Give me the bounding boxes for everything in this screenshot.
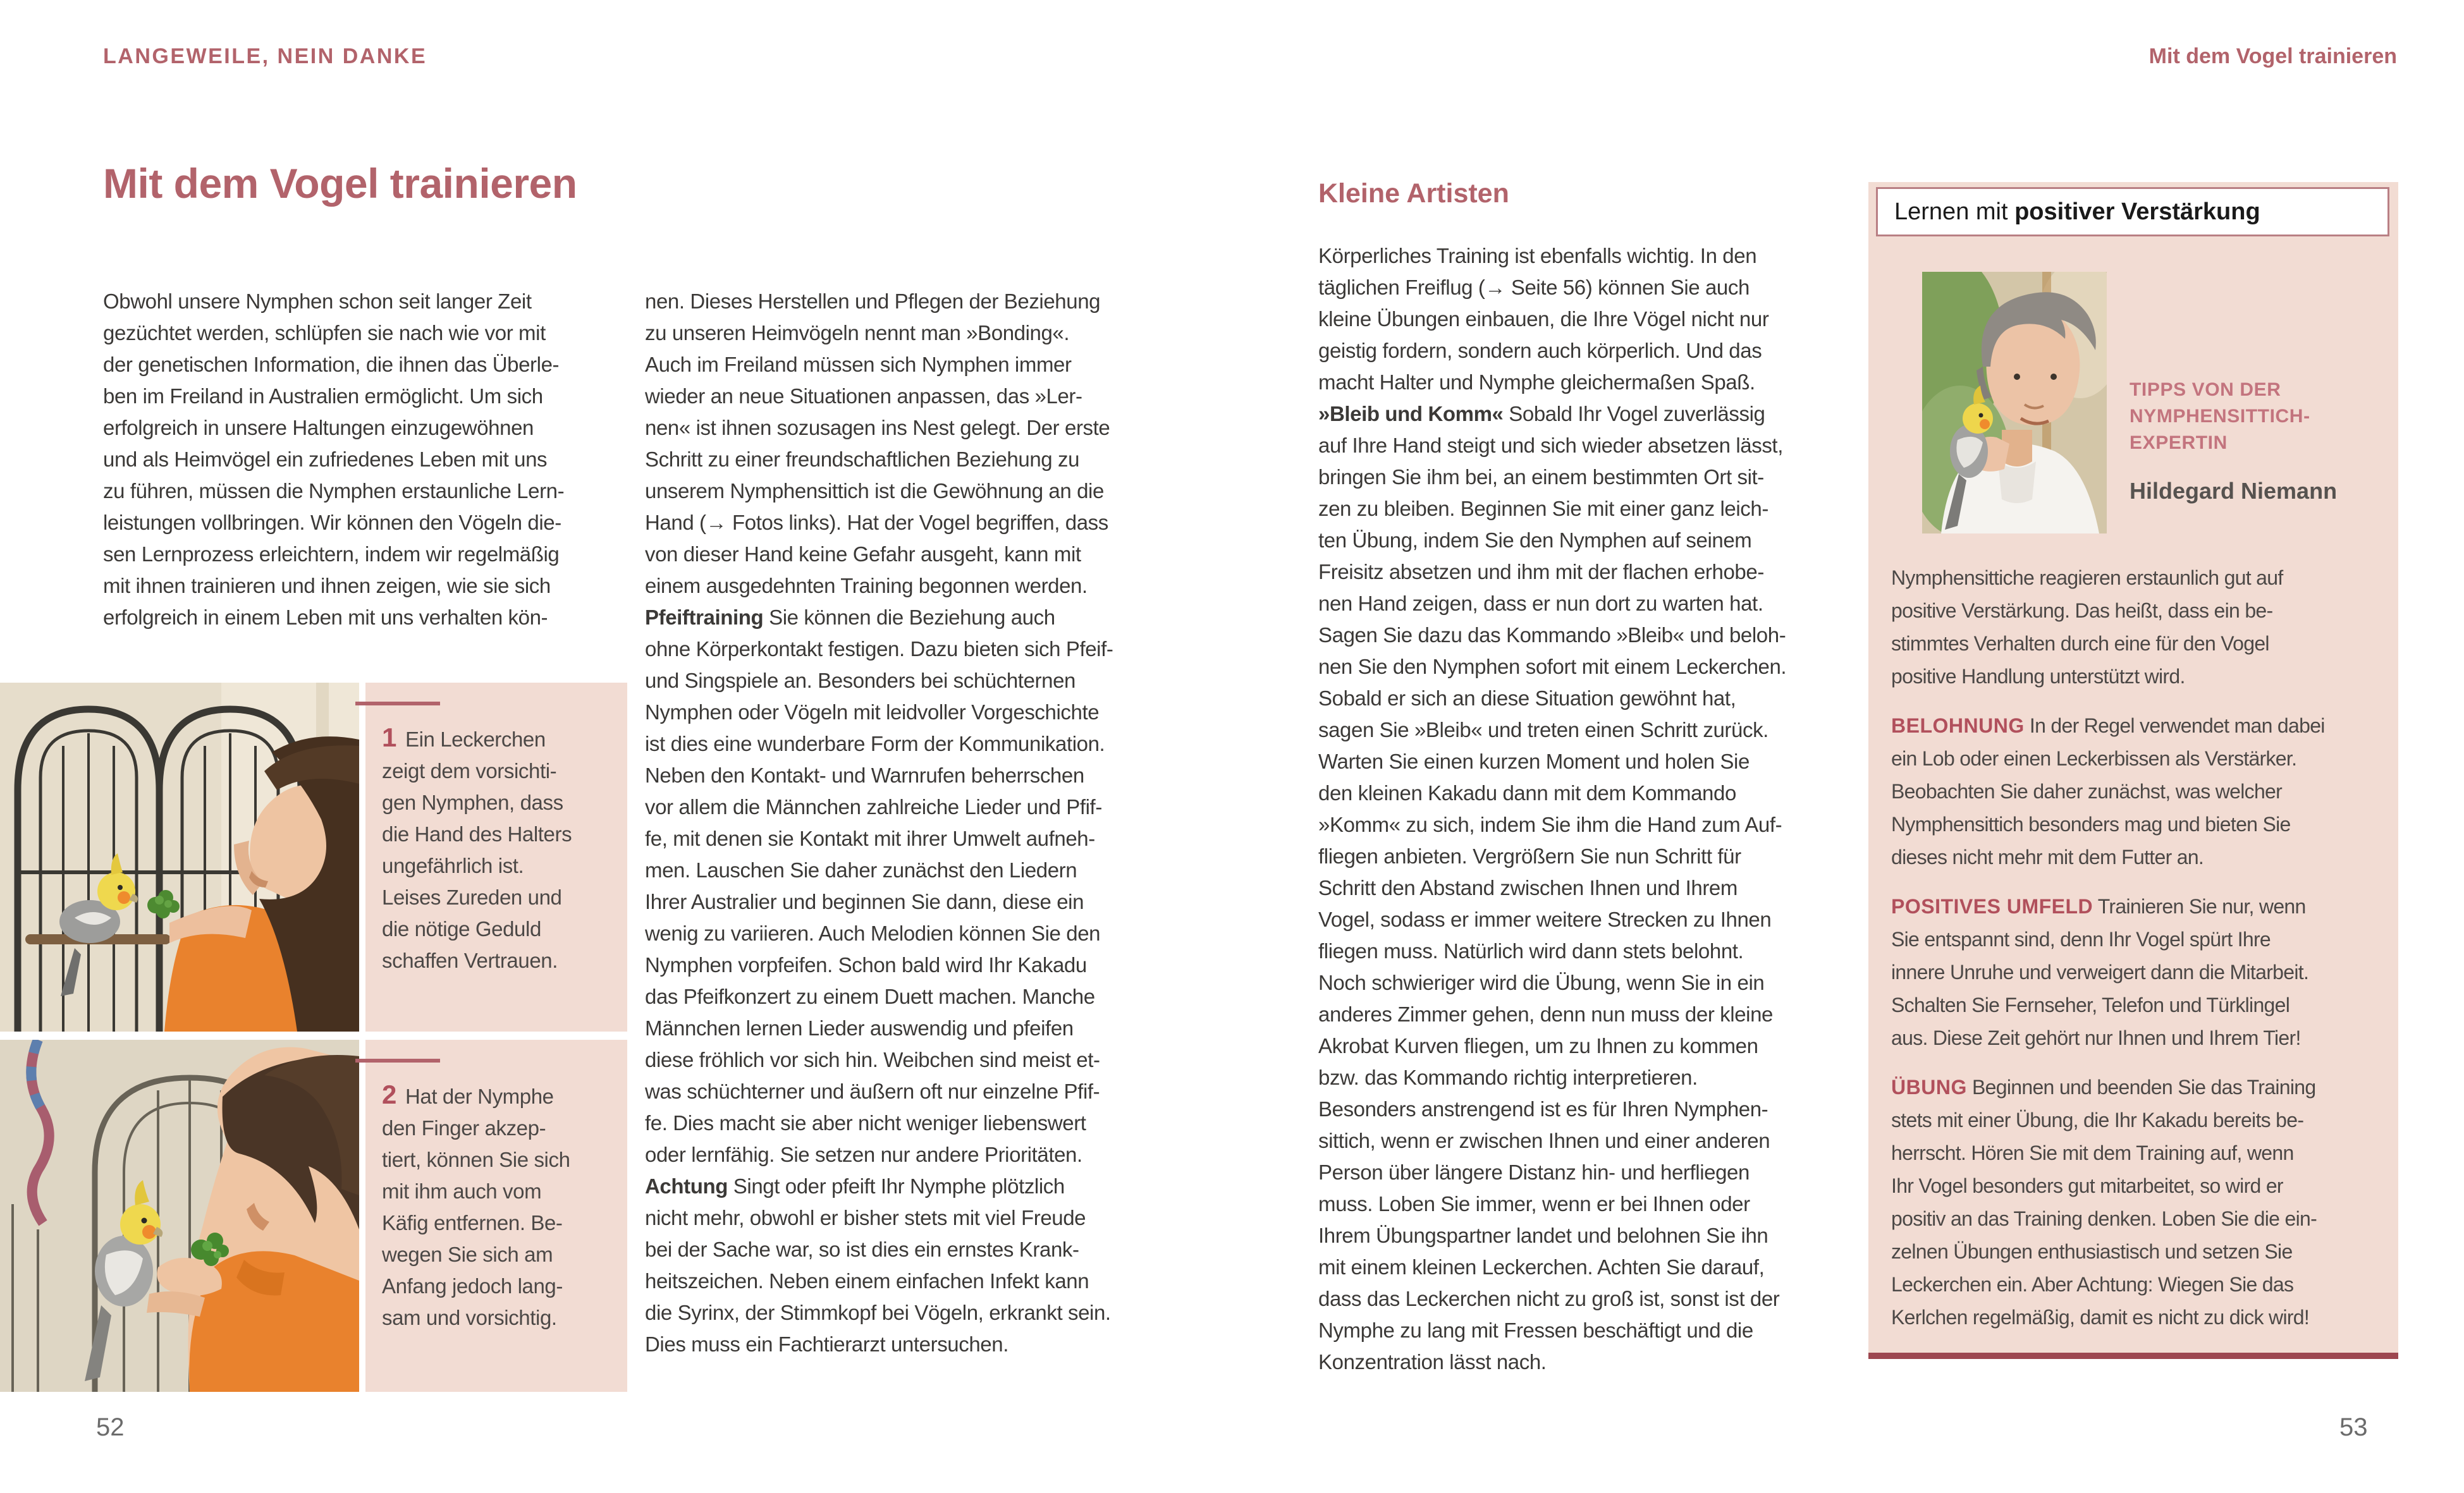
text-line (1318, 335, 1872, 367)
text-run: erfolgreich in einem Leben mit uns verhalten kön- (103, 606, 548, 629)
text-line (645, 602, 1198, 633)
text-line (645, 855, 1198, 886)
text-run: auf Ihre Hand steigt und sich wieder absetzen lässt, (1318, 434, 1783, 457)
text-run: Männchen lernen Lieder auswendig und pfeifen (645, 1016, 1074, 1040)
text-line (645, 286, 1198, 317)
text-line (1891, 808, 2378, 841)
text-line (645, 539, 1198, 570)
text-run: einem ausgedehnten Training begonnen werden. (645, 574, 1088, 597)
body-column-2 (645, 286, 1198, 1360)
text-line (1891, 1071, 2378, 1104)
text-line (1318, 999, 1872, 1030)
text-run: zen zu bleiben. Beginnen Sie mit einer ganz leich- (1318, 497, 1768, 520)
text-line (382, 913, 572, 945)
text-line (103, 602, 637, 633)
text-line (645, 412, 1198, 444)
text-run: Achtung (645, 1174, 728, 1198)
text-run: dass das Leckerchen nicht zu groß ist, sonst ist der (1318, 1287, 1780, 1310)
text-run: Nymphen oder Vögeln mit leidvoller Vorgeschichte (645, 700, 1100, 724)
tips-label (2130, 377, 2310, 456)
text-line (382, 755, 572, 787)
caption-accent-bar (355, 1059, 440, 1063)
text-run: den Finger akzep- (382, 1116, 546, 1140)
text-line (1318, 651, 1872, 683)
text-line (645, 1171, 1198, 1202)
text-line (382, 1079, 570, 1112)
text-run: »Komm« zu sich, indem Sie ihm die Hand zum Auf- (1318, 813, 1782, 836)
text-run: zu unseren Heimvögeln nennt man »Bonding«. (645, 321, 1070, 344)
text-run: Hat der Nymphe (405, 1085, 554, 1108)
text-run: wieder an neue Situationen anpassen, das »Ler- (645, 384, 1082, 408)
text-run: Beginnen und beenden Sie das Training (1966, 1076, 2316, 1099)
photo-expert-portrait (1922, 272, 2107, 533)
text-line (1318, 430, 1872, 461)
text-line (382, 1271, 570, 1302)
text-run: nen Hand zeigen, dass er nun dort zu warten hat. (1318, 592, 1763, 615)
text-run: stimmtes Verhalten durch eine für den Vogel (1891, 632, 2269, 655)
text-run: heitszeichen. Neben einem einfachen Infekt kann (645, 1269, 1089, 1293)
text-line (1318, 1188, 1872, 1220)
sidebar-section-uebung (1891, 1071, 2378, 1334)
text-line (1891, 742, 2378, 775)
text-run: Schritt den Abstand zwischen Ihnen und Ihrem (1318, 876, 1738, 899)
text-run: anderes Zimmer gehen, denn nun muss der kleine (1318, 1002, 1774, 1026)
text-run: innere Unruhe und verweigert dann die Mitarbeit. (1891, 961, 2309, 984)
text-line (1318, 841, 1872, 872)
text-line (382, 722, 572, 755)
body-column-1 (103, 286, 637, 633)
text-line (1318, 1220, 1872, 1252)
text-line (1891, 1268, 2378, 1301)
text-line (1318, 683, 1872, 714)
page-number-left: 52 (96, 1413, 125, 1441)
text-line (2130, 377, 2310, 403)
text-run: aus. Diese Zeit gehört nur Ihnen und Ihrem Tier! (1891, 1027, 2301, 1049)
text-line (103, 475, 637, 507)
text-run: Nymphen vorpfeifen. Schon bald wird Ihr Kakadu (645, 953, 1087, 977)
text-line (645, 381, 1198, 412)
text-line (103, 539, 637, 570)
text-run: Käfig entfernen. Be- (382, 1211, 563, 1234)
text-line (645, 1265, 1198, 1297)
text-run: Sobald Ihr Vogel zuverlässig (1503, 402, 1765, 425)
text-run: bei der Sache war, so ist dies ein ernstes Krank- (645, 1238, 1079, 1261)
text-run: den kleinen Kakadu dann mit dem Kommando (1318, 781, 1736, 805)
expert-name: Hildegard Niemann (2130, 478, 2338, 504)
text-line (645, 475, 1198, 507)
info-panel-title (1894, 189, 2260, 235)
text-line (1891, 989, 2378, 1021)
text-line (1318, 272, 1872, 303)
text-run: und Singspiele an. Besonders bei schüchternen (645, 669, 1076, 692)
text-line (1318, 1346, 1872, 1378)
text-line (382, 1144, 570, 1176)
text-run: »Bleib und Komm« (1318, 402, 1504, 425)
page-number-right: 53 (2339, 1413, 2368, 1441)
text-run: Ihrer Australier und beginnen Sie dann, diese ein (645, 890, 1084, 913)
text-line (382, 819, 572, 850)
text-line (1318, 1030, 1872, 1062)
text-run: Schritt zu einer freundschaftlichen Beziehung zu (645, 448, 1080, 471)
text-run: zeigt dem vorsichti- (382, 759, 557, 783)
text-line (1891, 841, 2378, 874)
text-run: Leises Zureden und (382, 886, 562, 909)
text-run: Sie können die Beziehung auch (763, 606, 1055, 629)
caption-accent-bar (355, 702, 440, 705)
text-line (103, 286, 637, 317)
text-run: was schüchterner und äußern oft nur einzelne Pfif- (645, 1080, 1100, 1103)
text-run: mit ihm auch vom (382, 1179, 542, 1203)
caption-1-text (382, 722, 572, 977)
text-line (645, 697, 1198, 728)
text-run: POSITIVES UMFELD (1891, 895, 2093, 918)
text-line (645, 444, 1198, 475)
text-line (645, 349, 1198, 381)
text-run: kleine Übungen einbauen, die Ihre Vögel nicht nur (1318, 307, 1769, 331)
text-run: fe. Dies macht sie aber nicht weniger liebenswert (645, 1111, 1086, 1135)
text-run: ohne Körperkontakt festigen. Dazu bieten sich Pfeif- (645, 637, 1113, 661)
text-line (645, 1139, 1198, 1171)
text-run: ist dies eine wunderbare Form der Kommunikation. (645, 732, 1105, 755)
text-run: diese fröhlich vor sich hin. Weibchen sind meist et- (645, 1048, 1100, 1071)
text-line (1318, 872, 1872, 904)
text-line (103, 381, 637, 412)
text-run: Leckerchen ein. Aber Achtung: Wiegen Sie das (1891, 1273, 2294, 1296)
text-run: dieses nicht mehr mit dem Futter an. (1891, 846, 2204, 868)
title-bold-part: positiver Verstärkung (2014, 198, 2260, 225)
text-line (1891, 1235, 2378, 1268)
sidebar-section-belohnung (1891, 709, 2378, 874)
text-run: Sie entspannt sind, denn Ihr Vogel spürt Ihre (1891, 928, 2271, 951)
text-run: die Hand des Halters (382, 822, 572, 846)
text-line (382, 1176, 570, 1207)
text-run: positiv an das Training denken. Loben Sie die ein- (1891, 1207, 2317, 1230)
text-run: das Pfeifkonzert zu einem Duett machen. Manche (645, 985, 1095, 1008)
caption-number: 1 (382, 722, 396, 752)
info-panel (1868, 182, 2398, 1359)
text-line (1318, 1125, 1872, 1157)
text-run: Schalten Sie Fernseher, Telefon und Türklingel (1891, 994, 2290, 1016)
text-line (1318, 1252, 1872, 1283)
text-run: gezüchtet werden, schlüpfen sie nach wie vor mit (103, 321, 546, 344)
text-run: Singt oder pfeift Ihr Nymphe plötzlich (728, 1174, 1065, 1198)
photo-cockatiel-on-hand (0, 1040, 359, 1392)
text-line (1891, 660, 2378, 693)
text-line (1891, 1137, 2378, 1169)
text-run: gen Nymphen, dass (382, 791, 563, 814)
text-run: fliegen muss. Natürlich wird dann stets belohnt. (1318, 939, 1744, 963)
text-run: Person über längere Distanz hin- und herfliegen (1318, 1161, 1750, 1184)
text-line (645, 665, 1198, 697)
photo-feeding-cockatiel-at-cage (0, 683, 359, 1032)
text-line (382, 945, 572, 977)
text-run: Nymphe zu lang mit Fressen beschäftigt und die (1318, 1319, 1753, 1342)
text-run: positive Verstärkung. Das heißt, dass ein be- (1891, 599, 2273, 622)
text-run: NYMPHENSITTICH- (2130, 406, 2310, 427)
text-line (1891, 890, 2378, 923)
title-regular-part: Lernen mit (1894, 198, 2015, 225)
text-run: Akrobat Kurven fliegen, um zu Ihnen zu kommen (1318, 1034, 1758, 1057)
text-run: Nymphensittiche reagieren erstaunlich gut auf (1891, 566, 2283, 589)
text-line (1891, 775, 2378, 808)
info-panel-title-box (1876, 187, 2389, 236)
text-line (1318, 556, 1872, 588)
running-head-left: LANGEWEILE, NEIN DANKE (103, 44, 427, 68)
text-line (382, 1112, 570, 1144)
text-line (2130, 430, 2310, 456)
text-run: Besonders anstrengend ist es für Ihren Nymphen- (1318, 1097, 1768, 1121)
text-run: zelnen Übungen enthusiastisch und setzen Sie (1891, 1240, 2293, 1263)
text-line (103, 507, 637, 539)
text-run: fliegen anbieten. Vergrößern Sie nun Schritt für (1318, 844, 1741, 868)
text-run: bringen Sie ihm bei, an einem bestimmten Ort sit- (1318, 465, 1764, 489)
text-run: und als Heimvögel ein zufriedenes Leben mit uns (103, 448, 548, 471)
text-run: von dieser Hand keine Gefahr ausgeht, kann mit (645, 542, 1081, 566)
text-run: BELOHNUNG (1891, 714, 2025, 737)
text-run: nen. Dieses Herstellen und Pflegen der Beziehung (645, 289, 1101, 313)
text-line (1318, 1283, 1872, 1315)
text-line (645, 1202, 1198, 1234)
text-run: macht Halter und Nymphe gleichermaßen Spaß. (1318, 370, 1755, 394)
text-run: TIPPS VON DER (2130, 379, 2281, 400)
text-line (103, 317, 637, 349)
text-line (1891, 1202, 2378, 1235)
text-run: EXPERTIN (2130, 432, 2228, 453)
text-run: Freisitz absetzen und ihm mit der flachen erhobe- (1318, 560, 1764, 583)
text-run: sam und vorsichtig. (382, 1306, 557, 1329)
text-line (1318, 935, 1872, 967)
text-line (645, 791, 1198, 823)
text-run: Körperliches Training ist ebenfalls wichtig. In den (1318, 244, 1757, 267)
text-line (645, 570, 1198, 602)
text-run: ten Übung, indem Sie den Nymphen auf seinem (1318, 528, 1752, 552)
text-line (645, 823, 1198, 855)
text-run: nicht mehr, obwohl er bisher stets mit viel Freude (645, 1206, 1086, 1229)
text-line (382, 882, 572, 913)
text-run: mit ihnen trainieren und ihnen zeigen, wie sie sich (103, 574, 551, 597)
text-line (645, 918, 1198, 949)
text-run: Noch schwieriger wird die Übung, wenn Sie in ein (1318, 971, 1765, 994)
text-line (103, 444, 637, 475)
text-run: mit einem kleinen Leckerchen. Achten Sie darauf, (1318, 1255, 1765, 1279)
text-line (382, 850, 572, 882)
text-run: Ihrem Übungspartner landet und belohnen Sie ihn (1318, 1224, 1768, 1247)
text-line (1318, 1062, 1872, 1094)
text-line (2130, 403, 2310, 430)
text-run: Neben den Kontakt- und Warnrufen beherrschen (645, 764, 1084, 787)
caption-2-text (382, 1079, 570, 1334)
text-line (1891, 1169, 2378, 1202)
text-line (645, 1013, 1198, 1044)
text-line (1891, 561, 2378, 594)
text-line (645, 886, 1198, 918)
text-run: vor allem die Männchen zahlreiche Lieder und Pfif- (645, 795, 1102, 819)
text-run: wenig zu variieren. Auch Melodien können Sie den (645, 922, 1101, 945)
text-run: Trainieren Sie nur, wenn (2093, 895, 2306, 918)
text-run: ein Lob oder einen Leckerbissen als Verstärker. (1891, 747, 2297, 770)
text-line (645, 728, 1198, 760)
text-run: ungefährlich ist. (382, 854, 524, 877)
text-line (1318, 398, 1872, 430)
text-run: positive Handlung unterstützt wird. (1891, 665, 2185, 688)
text-run: Auch im Freiland müssen sich Nymphen immer (645, 353, 1072, 376)
section-heading: Kleine Artisten (1318, 178, 1509, 209)
text-run: täglichen Freiflug (→ Seite 56) können Sie auch (1318, 276, 1750, 299)
caption-box-1 (365, 683, 627, 1032)
text-run: tiert, können Sie sich (382, 1148, 570, 1171)
text-line (103, 349, 637, 381)
text-line (1891, 956, 2378, 989)
text-line (1891, 709, 2378, 742)
text-line (645, 1044, 1198, 1076)
text-line (1318, 746, 1872, 777)
text-run: Konzentration lässt nach. (1318, 1350, 1547, 1374)
text-run: Ein Leckerchen (405, 728, 546, 751)
text-run: zu führen, müssen die Nymphen erstaunliche Lern- (103, 479, 565, 503)
text-run: Warten Sie einen kurzen Moment und holen Sie (1318, 750, 1750, 773)
text-run: Beobachten Sie daher zunächst, was welcher (1891, 780, 2283, 803)
text-line (1318, 240, 1872, 272)
running-head-right: Mit dem Vogel trainieren (2148, 44, 2397, 68)
text-run: Nymphensittich besonders mag und bieten Sie (1891, 813, 2291, 836)
text-run: Obwohl unsere Nymphen schon seit langer Zeit (103, 289, 532, 313)
text-run: Hand (→ Fotos links). Hat der Vogel begriffen, dass (645, 511, 1108, 534)
sidebar-section-positives-umfeld (1891, 890, 2378, 1054)
text-run: Ihr Vogel besonders gut mitarbeitet, so wird er (1891, 1174, 2283, 1197)
text-run: sittich, wenn er zwischen Ihnen und einer anderen (1318, 1129, 1770, 1152)
page-title: Mit dem Vogel trainieren (103, 160, 577, 207)
text-run: oder lernfähig. Sie setzen nur andere Prioritäten. (645, 1143, 1082, 1166)
text-run: wegen Sie sich am (382, 1243, 553, 1266)
text-line (645, 1234, 1198, 1265)
text-line (645, 1297, 1198, 1329)
text-line (382, 1207, 570, 1239)
text-line (1318, 493, 1872, 525)
text-run: geistig fordern, sondern auch körperlich. Und das (1318, 339, 1762, 362)
text-line (103, 412, 637, 444)
text-run: fe, mit denen sie Kontakt mit ihrer Umwelt aufneh- (645, 827, 1095, 850)
text-run: ben im Freiland in Australien ermöglicht. Um sich (103, 384, 543, 408)
text-line (1318, 588, 1872, 619)
text-line (1318, 303, 1872, 335)
text-line (1318, 777, 1872, 809)
text-run: In der Regel verwendet man dabei (2024, 714, 2325, 737)
text-line (645, 317, 1198, 349)
text-run: bzw. das Kommando richtig interpretieren. (1318, 1066, 1698, 1089)
text-run: die nötige Geduld (382, 917, 541, 941)
text-run: ÜBUNG (1891, 1076, 1967, 1099)
text-run: leistungen vollbringen. Wir können den Vögeln die- (103, 511, 561, 534)
text-line (1318, 809, 1872, 841)
text-line (1891, 1301, 2378, 1334)
text-run: Kerlchen regelmäßig, damit es nicht zu dick wird! (1891, 1306, 2310, 1329)
text-line (382, 1302, 570, 1334)
text-line (1318, 1094, 1872, 1125)
text-run: Sagen Sie dazu das Kommando »Bleib« und beloh- (1318, 623, 1786, 647)
text-run: unserem Nymphensittich ist die Gewöhnung an die (645, 479, 1104, 503)
text-line (645, 949, 1198, 981)
text-line (1891, 594, 2378, 627)
text-line (645, 760, 1198, 791)
text-line (645, 1329, 1198, 1360)
text-run: Anfang jedoch lang- (382, 1274, 563, 1298)
text-line (103, 570, 637, 602)
text-line (1318, 714, 1872, 746)
text-line (1891, 923, 2378, 956)
text-line (645, 981, 1198, 1013)
text-run: nen Sie den Nymphen sofort mit einem Leckerchen. (1318, 655, 1787, 678)
text-run: muss. Loben Sie immer, wenn er bei Ihnen oder (1318, 1192, 1750, 1216)
text-line (1891, 1104, 2378, 1137)
text-line (645, 1076, 1198, 1107)
text-run: men. Lauschen Sie daher zunächst den Liedern (645, 858, 1077, 882)
text-run: herrscht. Hören Sie mit dem Training auf, wenn (1891, 1142, 2294, 1164)
caption-number: 2 (382, 1080, 396, 1109)
text-line (645, 633, 1198, 665)
text-line (1318, 461, 1872, 493)
text-line (645, 1107, 1198, 1139)
text-line (1318, 904, 1872, 935)
text-line (1891, 627, 2378, 660)
text-line (1318, 619, 1872, 651)
text-line (1318, 367, 1872, 398)
body-column-3 (1318, 240, 1872, 1378)
text-line (1318, 525, 1872, 556)
text-run: sagen Sie »Bleib« und treten einen Schritt zurück. (1318, 718, 1768, 741)
text-run: Pfeiftraining (645, 606, 764, 629)
text-run: die Syrinx, der Stimmkopf bei Vögeln, erkrankt sein. (645, 1301, 1111, 1324)
text-line (1318, 967, 1872, 999)
text-line (645, 507, 1198, 539)
text-run: Sobald er sich an diese Situation gewöhnt hat, (1318, 686, 1736, 710)
text-line (1318, 1315, 1872, 1346)
text-line (382, 1239, 570, 1271)
text-run: schaffen Vertrauen. (382, 949, 558, 972)
text-run: der genetischen Information, die ihnen das Überle- (103, 353, 560, 376)
sidebar-intro (1891, 561, 2378, 693)
text-run: erfolgreich in unsere Haltungen einzugewöhnen (103, 416, 534, 439)
text-run: nen« ist ihnen sozusagen ins Nest gelegt. Der erste (645, 416, 1110, 439)
text-line (1318, 1157, 1872, 1188)
caption-box-2 (365, 1040, 627, 1392)
text-line (1891, 1021, 2378, 1054)
text-line (382, 787, 572, 819)
text-run: Vogel, sodass er immer weitere Strecken zu Ihnen (1318, 908, 1772, 931)
text-run: stets mit einer Übung, die Ihr Kakadu bereits be- (1891, 1109, 2304, 1131)
text-run: Dies muss ein Fachtierarzt untersuchen. (645, 1332, 1008, 1356)
text-run: sen Lernprozess erleichtern, indem wir regelmäßig (103, 542, 560, 566)
